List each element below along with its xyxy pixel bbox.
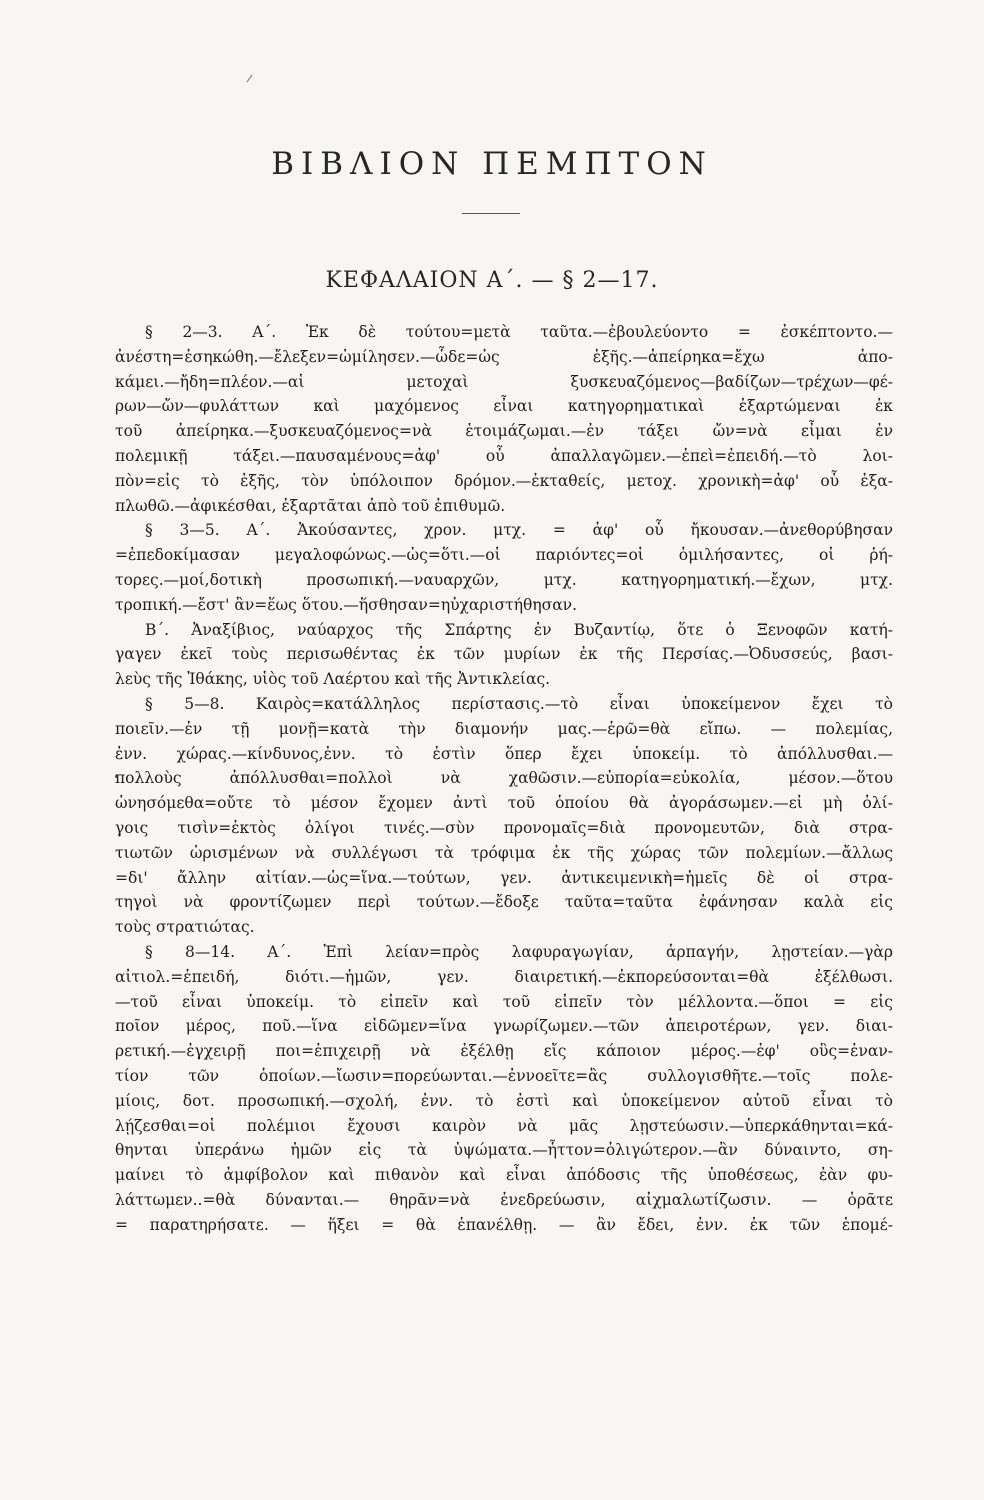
text-line: λῄζεσθαι=οἱ πολέμιοι ἔχουσι καιρὸν νὰ μᾶς λῃστεύωσιν.—ὑπερκάθηνται=κά- [115,1116,893,1135]
text-line: ρων—ὤν—φυλάττων καὶ μαχόμενος εἶναι κατηγορηματικαὶ ἐξαρτώμεναι ἐκ [115,397,893,416]
book-title: ΒΙΒΛΙΟΝ ΠΕΜΠΤΟΝ [271,146,713,182]
text-line: ὠνησόμεθα=οὔτε τὸ μέσον ἔχομεν ἀντὶ τοῦ ὁποίου θὰ ἀγοράσωμεν.—εἰ μὴ ὀλί- [115,794,893,813]
text-line: θηνται ὑπεράνω ἡμῶν εἰς τὰ ὑψώματα.—ἧττον=ὀλιγώτερον.—ἂν δύναιντο, ση- [115,1141,893,1160]
text-line: τίον τῶν ὁποίων.—ἴωσιν=πορεύωνται.—ἐννοεῖτε=ἂς συλλογισθῆτε.—τοῖς πολε- [115,1066,893,1085]
commentary-text [115,320,893,1237]
text-line: ἐνν. χώρας.—κίνδυνος,ἐνν. τὸ ἐστὶν ὅπερ ἔχει ὑποκείμ. τὸ ἀπόλλυσθαι.— [115,744,893,763]
text-line: τηγοὶ νὰ φροντίζωμεν περὶ τούτων.—ἔδοξε ταῦτα=ταῦτα ἐφάνησαν καλὰ εἰς [115,893,893,912]
text-line: κάμει.—ἤδη=πλέον.—αἱ μετοχαὶ ξυσκευαζόμενος—βαδίζων—τρέχων—φέ- [115,372,893,391]
text-line: § 3—5. Α΄. Ἀκούσαντες, χρον. μτχ. = ἀφ' οὗ ἤκουσαν.—ἀνεθορύβησαν [145,521,893,540]
text-line: § 2—3. Α΄. Ἐκ δὲ τούτου=μετὰ ταῦτα.—ἐβουλεύοντο = ἐσκέπτοντο.— [145,323,893,341]
text-line: πολεμικῇ τάξει.—παυσαμένους=ἀφ' οὗ ἀπαλλαγῶμεν.—ἐπεὶ=ἐπειδή.—τὸ λοι- [115,446,893,465]
pencil-mark [247,75,253,83]
text-line: —τοῦ εἶναι ὑποκείμ. τὸ εἰπεῖν καὶ τοῦ εἰπεῖν τὸν μέλλοντα.—ὅποι = εἰς [115,992,893,1011]
text-line: τροπική.—ἔστ' ἂν=ἕως ὅτου.—ἥσθησαν=ηὐχαριστήθησαν. [115,595,578,614]
text-line: =δι' ἄλλην αἰτίαν.—ὡς=ἵνα.—τούτων, γεν. ἀντικειμενικὴ=ἡμεῖς δὲ οἱ στρα- [115,868,893,887]
chapter-heading: ΚΕΦΑΛΑΙΟΝ Α΄. — § 2—17. [325,268,659,293]
text-line: μαίνει τὸ ἀμφίβολον καὶ πιθανὸν καὶ εἶναι ἀπόδοσις τῆς ὑποθέσεως, ἐὰν φυ- [115,1166,893,1185]
text-line: γοις τισὶν=ἐκτὸς ὀλίγοι τινές.—σὺν προνομαῖς=διὰ προνομευτῶν, διὰ στρα- [115,818,893,837]
text-line: αἰτιολ.=ἐπειδή, διότι.—ἡμῶν, γεν. διαιρετική.—ἐκπορεύσονται=θὰ ἐξέλθωσι. [115,967,893,986]
text-line: = παρατηρήσατε. — ἥξει = θὰ ἐπανέλθῃ. — ἂν ἔδει, ἐνν. ἐκ τῶν ἑπομέ- [115,1215,893,1234]
text-line: μίοις, δοτ. προσωπική.—σχολή, ἐνν. τὸ ἐστὶ καὶ ὑποκείμενον αὐτοῦ εἶναι τὸ [115,1091,893,1110]
text-line: τιωτῶν ὡρισμένων νὰ συλλέγωσι τὰ τρόφιμα ἐκ τῆς χώρας τῶν πολεμίων.—ἄλλως [115,843,893,862]
text-line: § 5—8. Καιρὸς=κατάλληλος περίστασις.—τὸ εἶναι ὑποκείμενον ἔχει τὸ [145,694,893,713]
text-line: ποῖον μέρος, ποῦ.—ἵνα εἰδῶμεν=ἵνα γνωρίζωμεν.—τῶν ἀπειροτέρων, γεν. διαι- [115,1017,893,1036]
text-line: γαγεν ἐκεῖ τοὺς περισωθέντας ἐκ τῶν μυρίων ἐκ τῆς Περσίας.—Ὀδυσσεύς, βασι- [115,645,893,664]
text-line: ποιεῖν.—ἐν τῇ μονῇ=κατὰ τὴν διαμονήν μας.—ἐρῶ=θὰ εἴπω. — πολεμίας, [115,719,893,738]
text-line: Β΄. Ἀναξίβιος, ναύαρχος τῆς Σπάρτης ἐν Βυζαντίῳ, ὅτε ὁ Ξενοφῶν κατή- [145,620,893,639]
text-line: τοῦ ἀπείρηκα.—ξυσκευαζόμενος=νὰ ἑτοιμάζωμαι.—ἐν τάξει ὤν=νὰ εἶμαι ἐν [115,422,893,441]
text-line: ἀνέστη=ἐσηκώθη.—ἔλεξεν=ὡμίλησεν.—ὧδε=ὡς ἑξῆς.—ἀπείρηκα=ἔχω ἀπο- [115,347,893,366]
text-line: =ἐπεδοκίμασαν μεγαλοφώνως.—ὡς=ὅτι.—οἱ παριόντες=οἱ ὁμιλήσαντες, οἱ ῥή- [115,546,893,565]
text-line: πὸν=εἰς τὸ ἑξῆς, τὸν ὑπόλοιπον δρόμον.—ἐκταθείς, μετοχ. χρονικὴ=ἀφ' οὗ ἐξα- [115,471,893,490]
text-line: τορες.—μοί,δοτικὴ προσωπική.—ναυαρχῶν, μτχ. κατηγορηματική.—ἔχων, μτχ. [115,570,893,589]
text-line: τοὺς στρατιώτας. [115,918,255,937]
text-line: πολλοὺς ἀπόλλυσθαι=πολλοὶ νὰ χαθῶσιν.—εὐπορία=εὐκολία, μέσον.—ὅτου [115,769,893,788]
text-line: ρετική.—ἐγχειρῇ ποι=ἐπιχειρῇ νὰ ἐξέλθῃ εἴς κάποιον μέρος.—ἐφ' οὓς=ἐναν- [115,1042,893,1061]
title-rule [462,213,520,214]
text-line: πλωθῶ.—ἀφικέσθαι, ἐξαρτᾶται ἀπὸ τοῦ ἐπιθυμῶ. [115,496,506,515]
text-line: λεὺς τῆς Ἰθάκης, υἱὸς τοῦ Λαέρτου καὶ τῆς Ἀντικλείας. [115,670,551,689]
text-line: λάττωμεν..=θὰ δύνανται.— θηρᾶν=νὰ ἐνεδρεύωσιν, αἰχμαλωτίζωσιν. — ὁρᾶτε [115,1190,893,1209]
text-line: § 8—14. Α΄. Ἐπὶ λείαν=πρὸς λαφυραγωγίαν, ἁρπαγήν, λῃστείαν.—γὰρ [145,942,893,961]
